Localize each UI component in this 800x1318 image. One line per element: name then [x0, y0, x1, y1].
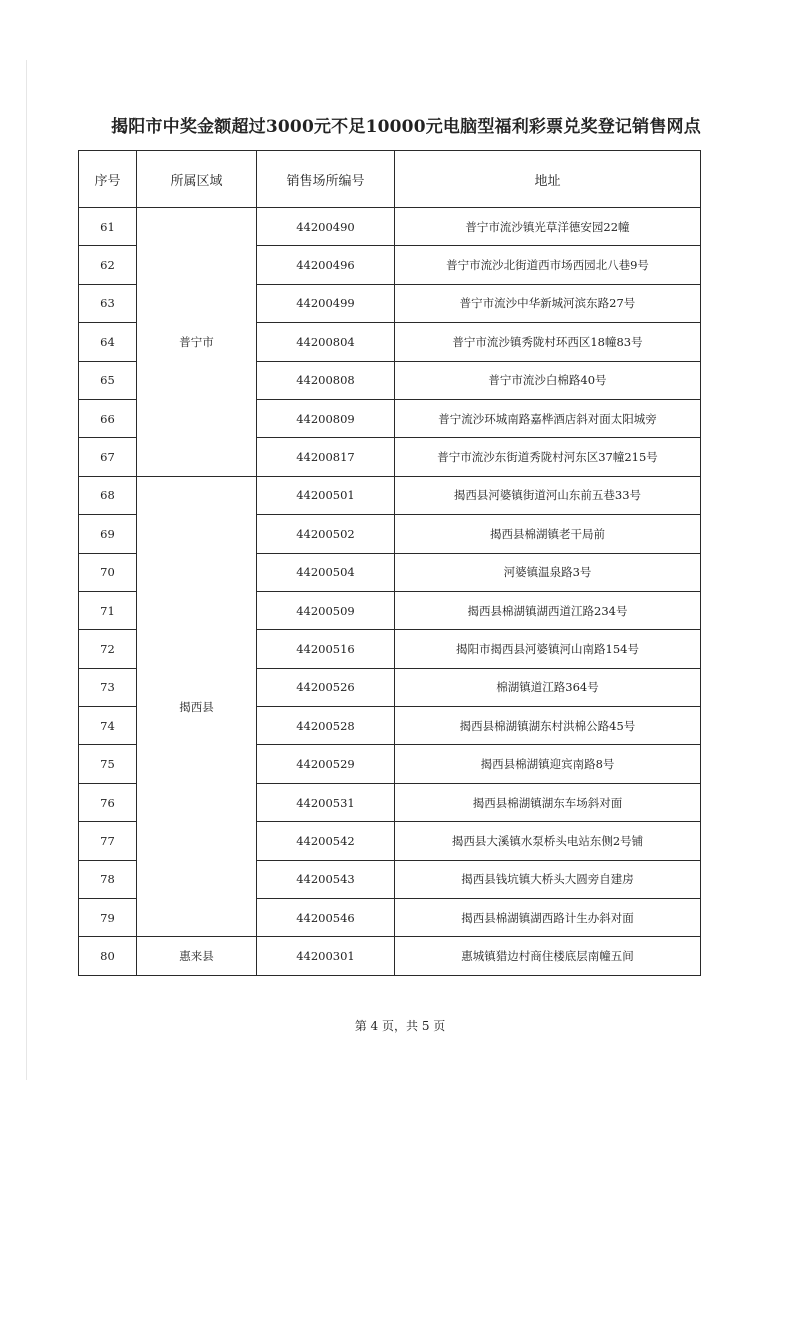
cell-address: 揭西县钱坑镇大桥头大圆旁自建房	[395, 860, 701, 898]
cell-seq: 63	[79, 284, 137, 322]
table-header-row	[79, 151, 701, 208]
cell-address: 揭西县河婆镇街道河山东前五巷33号	[395, 476, 701, 514]
cell-address: 普宁市流沙镇秀陇村环西区18幢83号	[395, 323, 701, 361]
cell-seq: 68	[79, 476, 137, 514]
cell-seq: 73	[79, 668, 137, 706]
cell-seq: 64	[79, 323, 137, 361]
cell-shop-no: 44200817	[257, 438, 395, 476]
cell-address: 普宁市流沙镇光草洋德安园22幢	[395, 208, 701, 246]
cell-shop-no: 44200301	[257, 937, 395, 975]
table-row	[79, 476, 701, 514]
cell-address: 揭西县棉湖镇湖西道江路234号	[395, 591, 701, 629]
cell-seq: 65	[79, 361, 137, 399]
cell-seq: 78	[79, 860, 137, 898]
header-seq: 序号	[79, 151, 137, 208]
cell-address: 河婆镇温泉路3号	[395, 553, 701, 591]
cell-shop-no: 44200543	[257, 860, 395, 898]
outlets-table	[78, 150, 701, 976]
cell-seq: 76	[79, 783, 137, 821]
table-body	[79, 208, 701, 976]
cell-shop-no: 44200528	[257, 707, 395, 745]
cell-seq: 79	[79, 899, 137, 937]
page-footer: 第 4 页，共 5 页	[354, 1019, 446, 1033]
cell-shop-no: 44200808	[257, 361, 395, 399]
cell-address: 揭西县大溪镇水泵桥头电站东侧2号铺	[395, 822, 701, 860]
cell-region: 惠来县	[137, 937, 257, 975]
cell-seq: 77	[79, 822, 137, 860]
cell-address: 揭阳市揭西县河婆镇河山南路154号	[395, 630, 701, 668]
cell-region: 揭西县	[137, 476, 257, 937]
cell-shop-no: 44200516	[257, 630, 395, 668]
cell-shop-no: 44200526	[257, 668, 395, 706]
document-title: 揭阳市中奖金额超过3000元不足10000元电脑型福利彩票兑奖登记销售网点	[111, 117, 701, 137]
cell-seq: 70	[79, 553, 137, 591]
cell-shop-no: 44200501	[257, 476, 395, 514]
cell-shop-no: 44200809	[257, 399, 395, 437]
cell-seq: 61	[79, 208, 137, 246]
cell-shop-no: 44200499	[257, 284, 395, 322]
cell-shop-no: 44200490	[257, 208, 395, 246]
cell-address: 揭西县棉湖镇迎宾南路8号	[395, 745, 701, 783]
cell-shop-no: 44200529	[257, 745, 395, 783]
table-row	[79, 208, 701, 246]
cell-region: 普宁市	[137, 208, 257, 477]
cell-seq: 69	[79, 515, 137, 553]
cell-address: 揭西县棉湖镇老干局前	[395, 515, 701, 553]
cell-shop-no: 44200542	[257, 822, 395, 860]
header-region: 所属区域	[137, 151, 257, 208]
cell-seq: 74	[79, 707, 137, 745]
header-address: 地址	[395, 151, 701, 208]
cell-shop-no: 44200804	[257, 323, 395, 361]
cell-shop-no: 44200546	[257, 899, 395, 937]
cell-address: 棉湖镇道江路364号	[395, 668, 701, 706]
cell-address: 惠城镇猎边村商住楼底层南幢五间	[395, 937, 701, 975]
cell-address: 揭西县棉湖镇湖东车场斜对面	[395, 783, 701, 821]
cell-seq: 67	[79, 438, 137, 476]
cell-shop-no: 44200496	[257, 246, 395, 284]
cell-address: 普宁市流沙东街道秀陇村河东区37幢215号	[395, 438, 701, 476]
cell-address: 普宁市流沙中华新城河滨东路27号	[395, 284, 701, 322]
cell-shop-no: 44200502	[257, 515, 395, 553]
cell-seq: 66	[79, 399, 137, 437]
cell-address: 普宁流沙环城南路嘉桦酒店斜对面太阳城旁	[395, 399, 701, 437]
cell-shop-no: 44200509	[257, 591, 395, 629]
cell-seq: 72	[79, 630, 137, 668]
table-row	[79, 937, 701, 975]
cell-address: 揭西县棉湖镇湖东村洪棉公路45号	[395, 707, 701, 745]
cell-seq: 62	[79, 246, 137, 284]
cell-seq: 71	[79, 591, 137, 629]
cell-address: 揭西县棉湖镇湖西路计生办斜对面	[395, 899, 701, 937]
scan-edge-line	[26, 60, 27, 1080]
cell-address: 普宁市流沙白棉路40号	[395, 361, 701, 399]
cell-seq: 80	[79, 937, 137, 975]
header-shop-no: 销售场所编号	[257, 151, 395, 208]
cell-shop-no: 44200504	[257, 553, 395, 591]
cell-shop-no: 44200531	[257, 783, 395, 821]
cell-address: 普宁市流沙北街道西市场西园北八巷9号	[395, 246, 701, 284]
cell-seq: 75	[79, 745, 137, 783]
